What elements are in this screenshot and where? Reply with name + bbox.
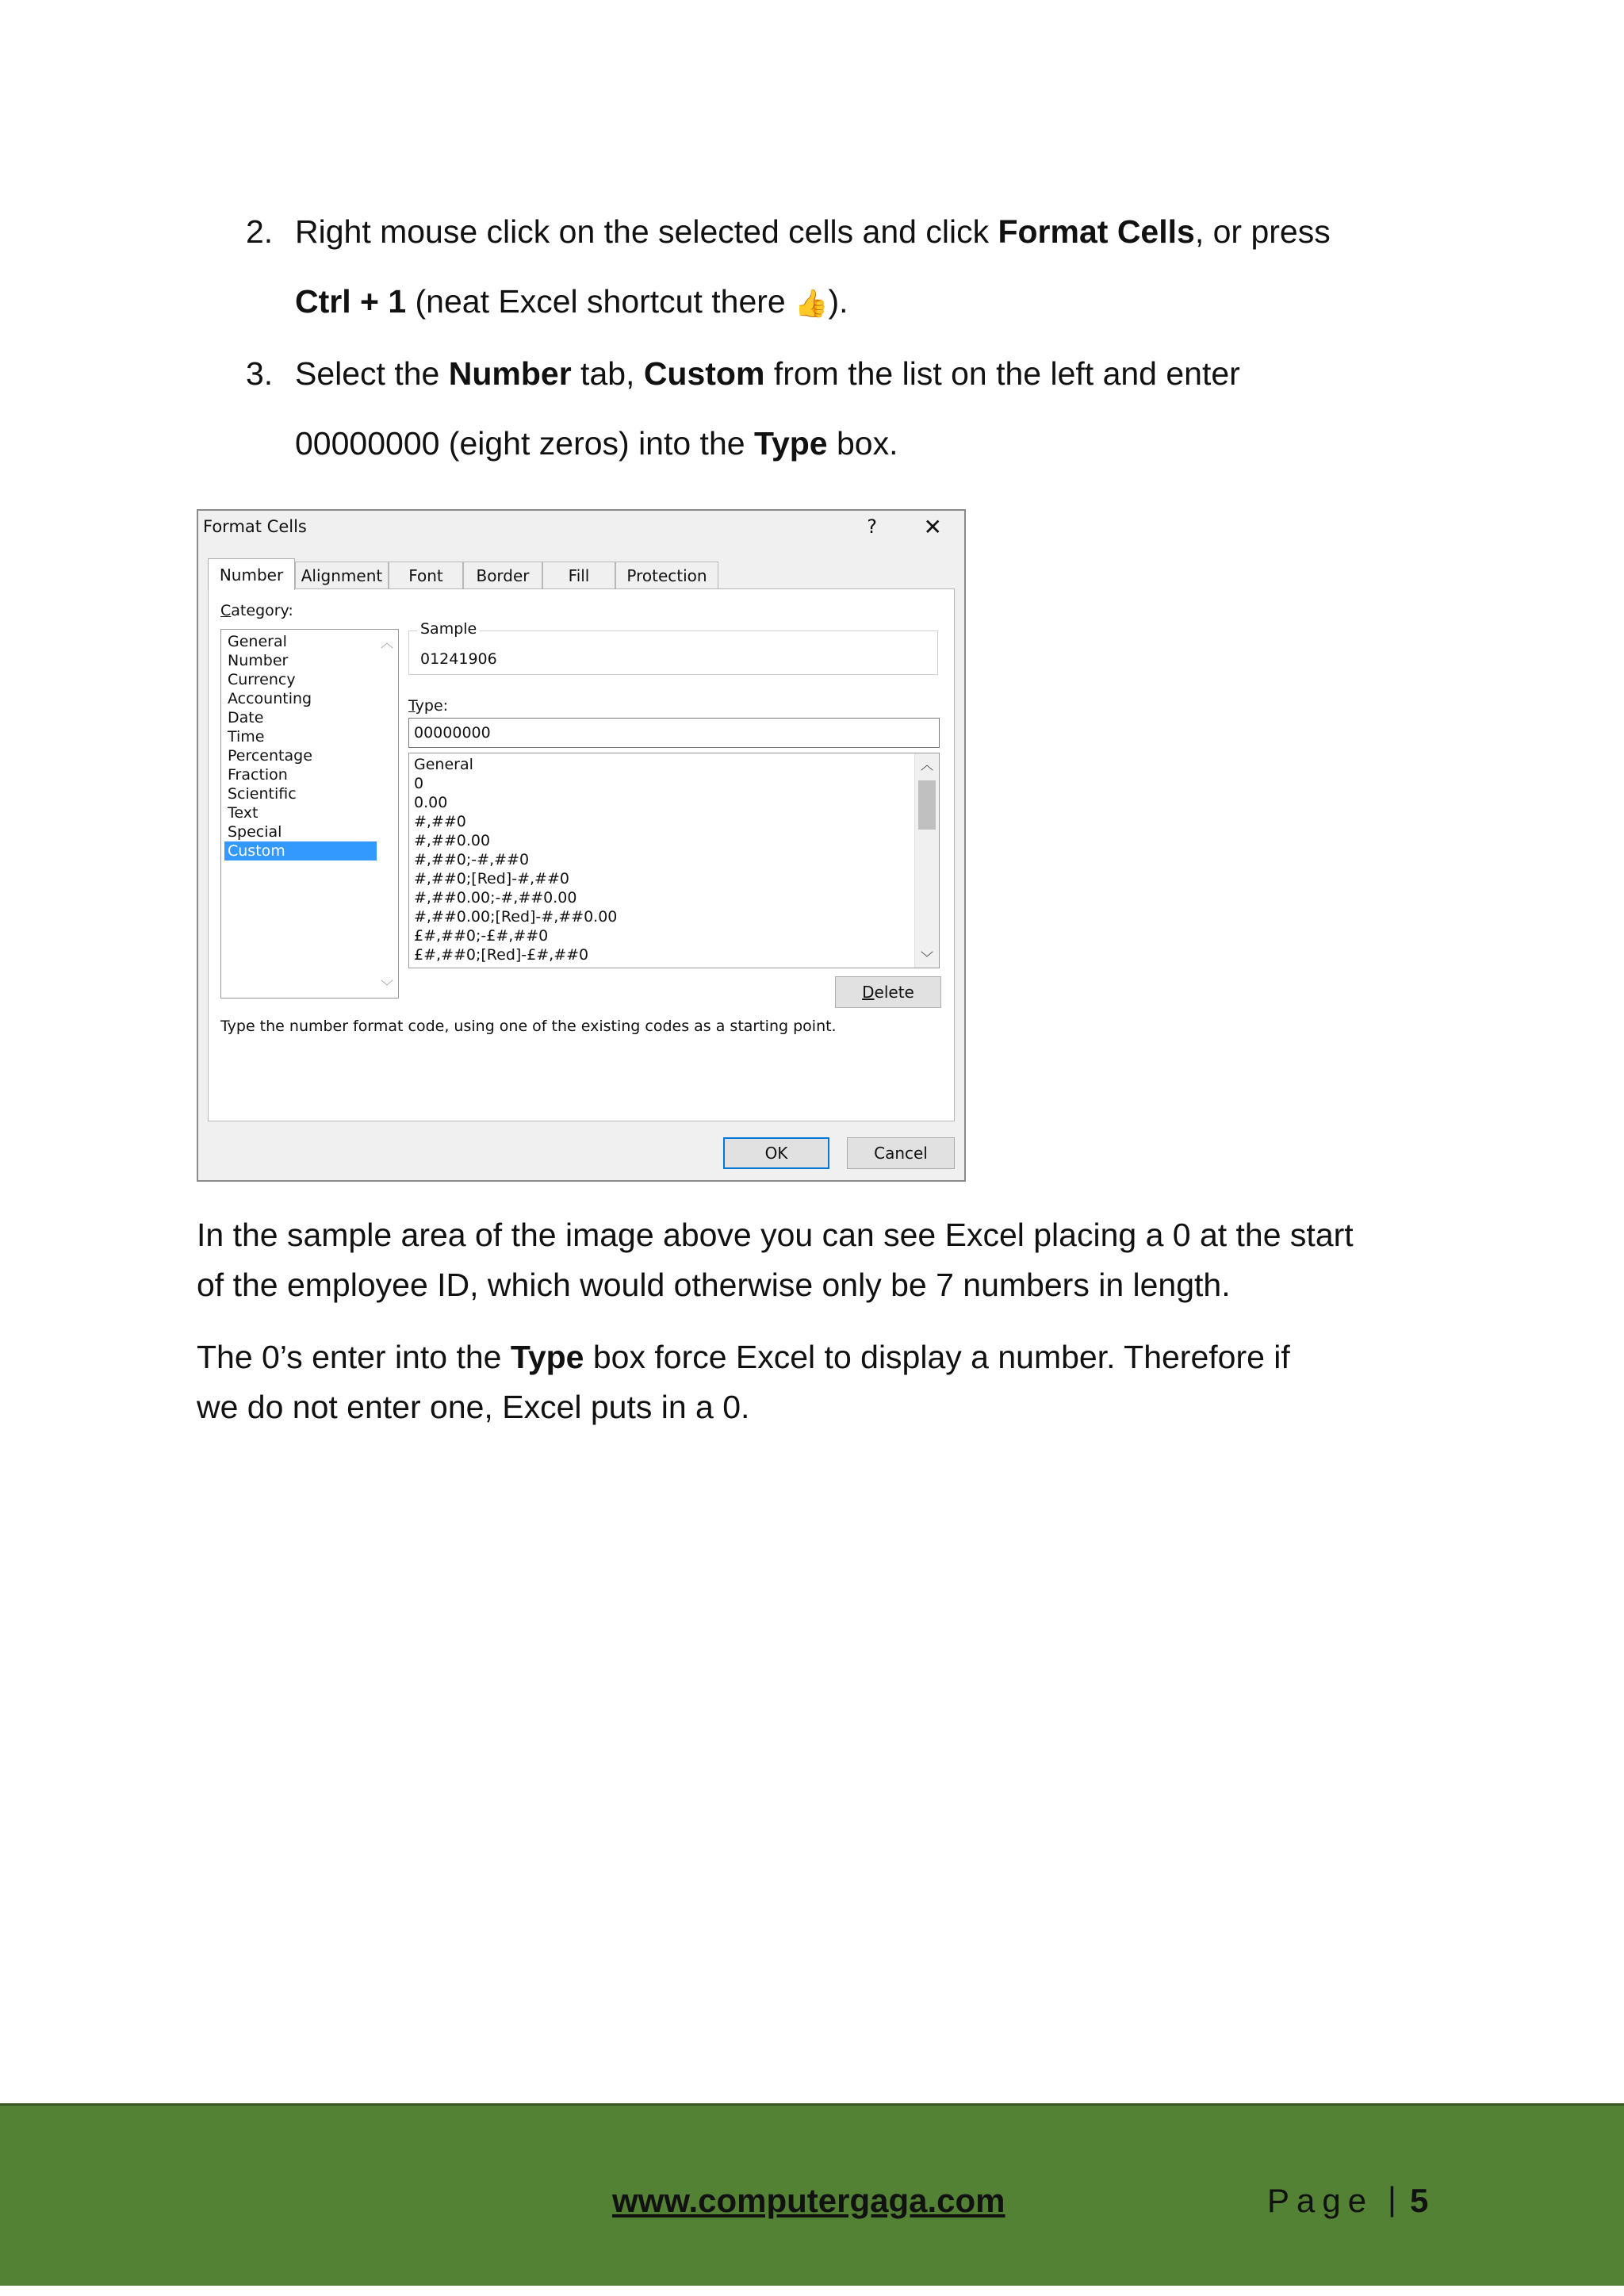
delete-button[interactable]: D elete [835,976,941,1008]
scroll-up-icon[interactable]: ︿ [380,635,393,650]
category-item[interactable]: Fraction [228,766,288,784]
category-item[interactable]: Scientific [228,785,297,803]
step-2-line-1: Right mouse click on the selected cells and click Format Cells, or press [295,213,1331,250]
instruction-list [238,197,1475,478]
tab-protection[interactable]: Protection [615,562,718,588]
sample-group [408,620,938,675]
ok-button[interactable]: OK [723,1137,829,1169]
hint-text: Type the number format code, using one of the existing codes as a starting point. [220,1018,837,1035]
step-3-line-1: Select the Number tab, Custom from the list on the left and enter [295,355,1240,392]
format-list-scrollbar[interactable] [914,753,939,968]
category-item-selected[interactable]: Custom [224,841,377,861]
tab-fill[interactable]: Fill [542,562,615,588]
format-code-list[interactable] [408,753,940,968]
page-separator: | [1388,2180,1396,2217]
format-code-item[interactable]: #,##0.00;[Red]-#,##0.00 [414,908,618,926]
format-code-item[interactable]: £#,##0;[Red]-£#,##0 [414,946,589,964]
tab-number[interactable]: Number [208,558,295,590]
sample-label: Sample [417,620,480,638]
category-label: Category: [220,602,293,619]
format-code-item[interactable]: #,##0;[Red]-#,##0 [414,870,569,887]
step-3 [238,339,1475,478]
category-list[interactable] [220,629,399,999]
type-label: Type: [408,697,449,715]
paragraph-type-explanation: The 0’s enter into the Type box force Excel to display a number. Therefore if we do not enter one, Excel puts in a 0. [197,1339,1290,1425]
scroll-down-icon[interactable]: ﹀ [380,979,393,994]
format-code-item[interactable]: #,##0 [414,813,466,830]
number-tab-panel [208,588,955,1121]
category-item[interactable]: Number [228,652,289,669]
category-item[interactable]: Text [228,804,259,822]
tab-border[interactable]: Border [463,562,542,588]
step-3-line-2: 00000000 (eight zeros) into the Type box. [295,425,898,462]
type-input[interactable]: 00000000 [408,718,940,748]
page-number: 5 [1410,2182,1429,2219]
category-item[interactable]: General [228,633,287,650]
page-footer [0,2103,1624,2286]
format-code-item[interactable]: #,##0;-#,##0 [414,851,530,868]
category-item[interactable]: Percentage [228,747,312,765]
dialog-title: Format Cells [203,517,307,536]
help-icon[interactable]: ? [867,516,877,538]
step-number: 3. [246,355,274,392]
thumbs-up-icon: 👍 [795,288,829,320]
tab-font[interactable]: Font [389,562,463,588]
category-item[interactable]: Time [228,728,265,746]
format-code-item[interactable]: #,##0.00;-#,##0.00 [414,889,577,907]
footer-website-link[interactable]: www.computergaga.com [612,2182,1005,2219]
cancel-button[interactable]: Cancel [847,1137,955,1169]
sample-value: 01241906 [420,650,497,668]
scroll-up-icon[interactable]: ︿ [921,757,934,772]
page-label: Page [1267,2182,1374,2219]
format-cells-dialog [197,509,966,1182]
category-item[interactable]: Date [228,709,264,726]
format-code-item[interactable]: #,##0.00 [414,832,491,849]
scroll-thumb[interactable] [918,780,936,830]
category-item[interactable]: Currency [228,671,296,688]
category-item[interactable]: Special [228,823,282,841]
format-code-item[interactable]: £#,##0;-£#,##0 [414,927,549,945]
scroll-down-icon[interactable]: ﹀ [921,950,934,965]
step-2-line-2: Ctrl + 1 (neat Excel shortcut there 👍). [295,283,848,320]
step-number: 2. [246,213,274,250]
category-item[interactable]: Accounting [228,690,312,707]
format-code-item[interactable]: 0.00 [414,794,448,811]
format-code-item[interactable]: 0 [414,775,424,792]
step-2 [238,197,1475,339]
close-icon[interactable]: ✕ [923,514,942,540]
tab-alignment[interactable]: Alignment [295,562,389,588]
format-code-item[interactable]: General [414,756,473,773]
paragraph-sample-explanation: In the sample area of the image above you can see Excel placing a 0 at the start of the employee ID, which would otherwise only be 7 numbers in length. [197,1217,1354,1303]
